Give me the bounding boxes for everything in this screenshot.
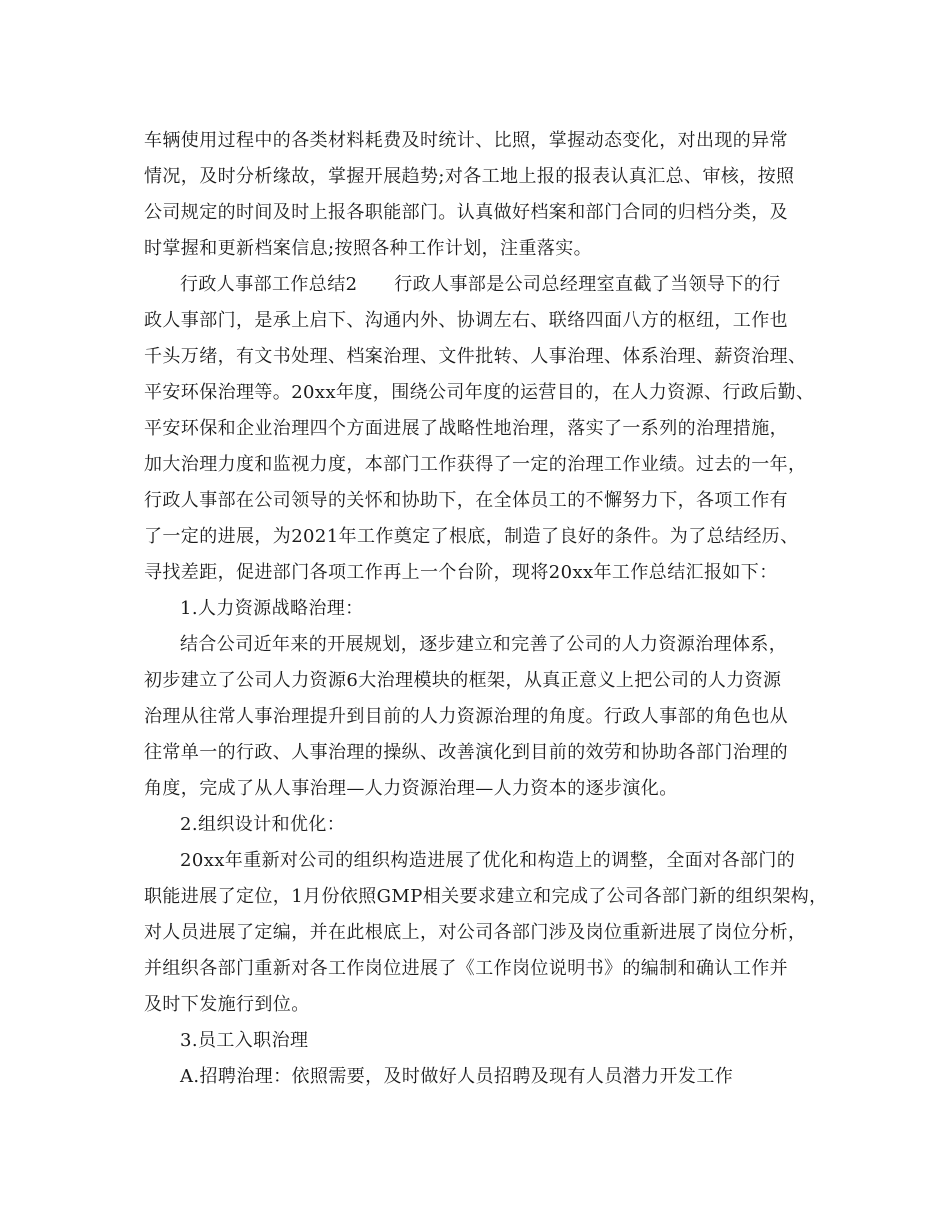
body-line: 行政人事部在公司领导的关怀和协助下，在全体员工的不懈努力下，各项工作有 bbox=[144, 490, 788, 511]
body-line: 职能进展了定位，1月份依照GMP相关要求建立和完成了公司各部门新的组织架构， bbox=[144, 886, 828, 907]
body-line: 往常单一的行政、人事治理的操纵、改善演化到目前的效劳和协助各部门治理的 bbox=[144, 742, 788, 763]
body-line: 千头万绪，有文书处理、档案治理、文件批转、人事治理、体系治理、薪资治理、 bbox=[144, 346, 807, 367]
body-line: 了一定的进展，为2021年工作奠定了根底，制造了良好的条件。为了总结经历、 bbox=[144, 526, 799, 547]
body-line: 初步建立了公司人力资源6大治理模块的框架，从真正意义上把公司的人力资源 bbox=[144, 670, 782, 691]
body-line: 结合公司近年来的开展规划，逐步建立和完善了公司的人力资源治理体系， bbox=[180, 634, 788, 655]
body-line: 并组织各部门重新对各工作岗位进展了《工作岗位说明书》的编制和确认工作并 bbox=[144, 958, 788, 979]
body-line: 治理从往常人事治理提升到目前的人力资源治理的角度。行政人事部的角色也从 bbox=[144, 706, 788, 727]
section-heading: 2.组织设计和优化： bbox=[180, 814, 346, 835]
body-line: 情况，及时分析缘故，掌握开展趋势;对各工地上报的报表认真汇总、审核，按照 bbox=[144, 166, 795, 187]
section-heading: 3.员工入职治理 bbox=[180, 1030, 309, 1051]
body-line: 平安环保治理等。20xx年度，围绕公司年度的运营目的，在人力资源、行政后勤、 bbox=[144, 382, 815, 403]
body-line: 加大治理力度和监视力度，本部门工作获得了一定的治理工作业绩。过去的一年， bbox=[144, 454, 807, 475]
body-line: 车辆使用过程中的各类材料耗费及时统计、比照，掌握动态变化，对出现的异常 bbox=[144, 130, 788, 151]
body-line: 及时下发施行到位。 bbox=[144, 994, 310, 1015]
body-line: 平安环保和企业治理四个方面进展了战略性地治理，落实了一系列的治理措施， bbox=[144, 418, 788, 439]
body-line: 角度，完成了从人事治理—人力资源治理—人力资本的逐步演化。 bbox=[144, 778, 678, 799]
section-heading: 1.人力资源战略治理： bbox=[180, 598, 364, 619]
body-line: A.招聘治理：依照需要，及时做好人员招聘及现有人员潜力开发工作 bbox=[180, 1066, 734, 1087]
body-line: 政人事部门，是承上启下、沟通内外、协调左右、联络四面八方的枢纽，工作也 bbox=[144, 310, 788, 331]
body-line: 对人员进展了定编，并在此根底上，对公司各部门涉及岗位重新进展了岗位分析， bbox=[144, 922, 807, 943]
body-line: 寻找差距，促进部门各项工作再上一个台阶，现将20xx年工作总结汇报如下： bbox=[144, 562, 778, 583]
body-line: 公司规定的时间及时上报各职能部门。认真做好档案和部门合同的归档分类，及 bbox=[144, 202, 788, 223]
section-heading-line: 行政人事部工作总结2 行政人事部是公司总经理室直截了当领导下的行 bbox=[180, 274, 781, 295]
body-line: 时掌握和更新档案信息;按照各种工作计划，注重落实。 bbox=[144, 238, 593, 259]
body-line: 20xx年重新对公司的组织构造进展了优化和构造上的调整，全面对各部门的 bbox=[180, 850, 796, 871]
